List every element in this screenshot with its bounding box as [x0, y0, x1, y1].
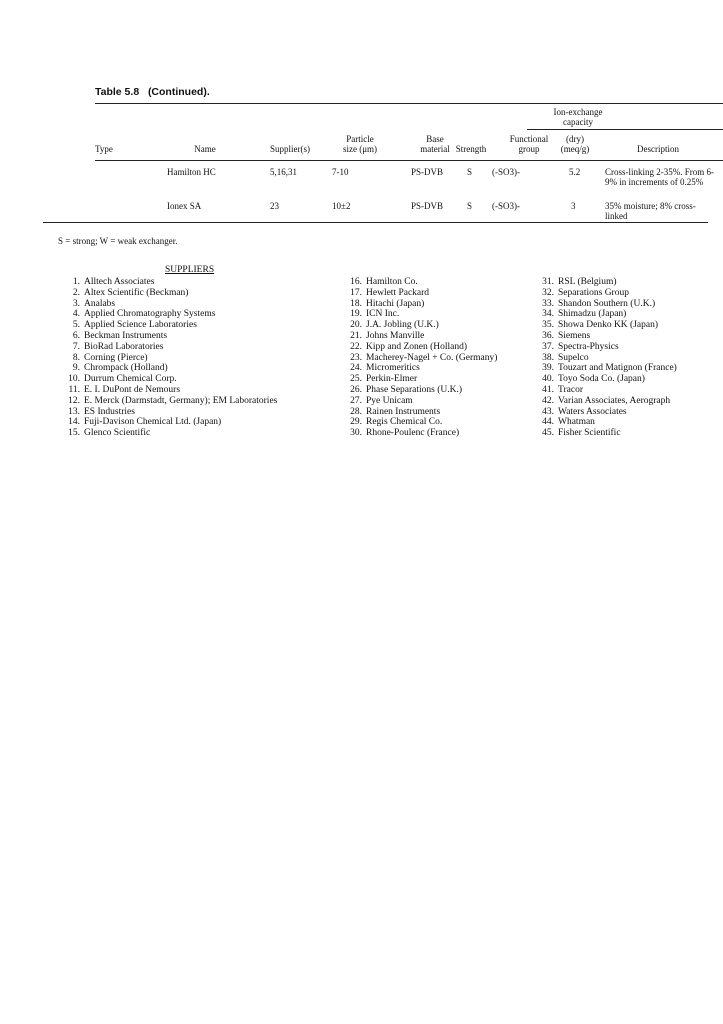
- supplier-name: Varian Associates, Aerograph: [558, 395, 671, 406]
- supplier-item: [340, 417, 530, 428]
- supplier-name: E. I. DuPont de Nemours: [84, 384, 181, 395]
- supplier-number: 6.: [72, 330, 80, 341]
- table-caption-label: Table 5.8: [95, 86, 140, 98]
- suppliers-column-1: [58, 277, 328, 439]
- supplier-number: 28.: [350, 406, 362, 417]
- supplier-number: 18.: [350, 298, 362, 309]
- supplier-number: 8.: [72, 352, 80, 363]
- supplier-item: [58, 277, 328, 288]
- supplier-item: [340, 288, 530, 299]
- supplier-item: [532, 320, 712, 331]
- table-top-rule: [95, 103, 723, 104]
- supplier-item: [532, 331, 712, 342]
- supplier-number: 31.: [542, 277, 554, 287]
- supplier-number: 5.: [72, 320, 80, 331]
- supplier-number: 22.: [350, 341, 362, 352]
- cell-base: PS-DVB: [411, 201, 444, 211]
- supplier-name: Phase Separations (U.K.): [366, 384, 463, 395]
- supplier-name: Separations Group: [558, 287, 629, 298]
- supplier-name: Fuji-Davison Chemical Ltd. (Japan): [84, 417, 222, 428]
- supplier-number: 33.: [542, 298, 554, 309]
- cell-supplier: 23: [270, 201, 279, 211]
- supplier-number: 3.: [72, 298, 80, 309]
- cell-strength: S: [467, 167, 473, 177]
- supplier-number: 10.: [68, 374, 80, 385]
- supplier-number: 16.: [350, 277, 362, 287]
- supplier-item: [58, 353, 328, 364]
- supplier-name: Alltech Associates: [84, 277, 155, 287]
- supplier-number: 36.: [542, 330, 554, 341]
- supplier-number: 37.: [542, 341, 554, 352]
- supplier-name: ES Industries: [84, 406, 135, 417]
- header-group-line2: capacity: [563, 117, 593, 127]
- supplier-number: 19.: [350, 309, 362, 320]
- header-type-label: Type: [95, 144, 113, 154]
- supplier-name: Johns Manville: [366, 330, 425, 341]
- supplier-name: Micromeritics: [366, 363, 420, 374]
- cell-particle: 7-10: [332, 167, 349, 177]
- header-type: [95, 144, 113, 154]
- supplier-number: 29.: [350, 417, 362, 428]
- supplier-number: 30.: [350, 428, 362, 439]
- supplier-number: 12.: [68, 395, 80, 406]
- supplier-name: Altex Scientific (Beckman): [84, 287, 189, 298]
- supplier-number: 40.: [542, 374, 554, 385]
- supplier-number: 11.: [68, 384, 80, 395]
- supplier-item: [532, 428, 712, 439]
- table-bottom-rule: [43, 222, 708, 223]
- supplier-name: Touzart and Matignon (France): [558, 363, 677, 374]
- supplier-number: 17.: [350, 287, 362, 298]
- supplier-number: 7.: [72, 341, 80, 352]
- supplier-number: 13.: [68, 406, 80, 417]
- cell-functional: (-SO3)-: [492, 167, 520, 177]
- cell-name: Hamilton HC: [167, 167, 216, 177]
- header-supplier: [266, 144, 314, 154]
- supplier-number: 43.: [542, 406, 554, 417]
- supplier-item: [532, 374, 712, 385]
- header-supplier-label: Supplier(s): [270, 144, 310, 154]
- header-strength-label: Strength: [455, 144, 487, 154]
- supplier-name: Fisher Scientific: [558, 428, 621, 439]
- supplier-name: Applied Chromatography Systems: [84, 309, 216, 320]
- supplier-name: Chrompack (Holland): [84, 363, 168, 374]
- supplier-name: Spectra-Physics: [558, 341, 619, 352]
- supplier-item: [340, 353, 530, 364]
- supplier-item: [340, 428, 530, 439]
- supplier-item: [58, 428, 328, 439]
- supplier-item: [58, 374, 328, 385]
- header-functional-group: [503, 134, 555, 154]
- supplier-name: Hitachi (Japan): [366, 298, 425, 309]
- cell-particle: 10±2: [332, 201, 351, 211]
- suppliers-title: SUPPLIERS: [165, 265, 215, 275]
- supplier-name: E. Merck (Darmstadt, Germany); EM Laboratories: [84, 395, 278, 406]
- supplier-number: 14.: [68, 417, 80, 428]
- supplier-item: [340, 385, 530, 396]
- supplier-number: 42.: [542, 395, 554, 406]
- supplier-item: [532, 363, 712, 374]
- supplier-number: 21.: [350, 330, 362, 341]
- header-particle-line2: size (μm): [342, 144, 378, 154]
- supplier-item: [340, 309, 530, 320]
- supplier-name: Glenco Scientific: [84, 428, 151, 439]
- supplier-item: [532, 277, 712, 288]
- cell-name: Ionex SA: [167, 201, 202, 211]
- supplier-item: [58, 363, 328, 374]
- supplier-number: 45.: [542, 428, 554, 439]
- supplier-name: Regis Chemical Co.: [366, 417, 443, 428]
- header-base-line1: Base: [426, 134, 444, 144]
- supplier-item: [532, 417, 712, 428]
- supplier-name: Kipp and Zonen (Holland): [366, 341, 468, 352]
- supplier-name: Siemens: [558, 330, 591, 341]
- cell-strength: S: [467, 201, 473, 211]
- supplier-item: [58, 299, 328, 310]
- supplier-item: [340, 299, 530, 310]
- supplier-name: J.A. Jobling (U.K.): [366, 320, 439, 331]
- supplier-item: [340, 320, 530, 331]
- supplier-item: [532, 407, 712, 418]
- supplier-name: Durrum Chemical Corp.: [84, 374, 177, 385]
- header-strength: [451, 144, 491, 154]
- supplier-item: [340, 407, 530, 418]
- supplier-number: 38.: [542, 352, 554, 363]
- header-name-label: Name: [194, 144, 216, 154]
- header-particle-line1: Particle: [346, 134, 374, 144]
- header-functional-line2: group: [518, 144, 540, 154]
- header-capacity-line1: (dry): [566, 134, 584, 144]
- cell-supplier: 5,16,31: [270, 167, 297, 177]
- supplier-name: ICN Inc.: [366, 309, 400, 320]
- header-bottom-rule: [95, 160, 723, 161]
- supplier-item: [58, 320, 328, 331]
- supplier-number: 9.: [72, 363, 80, 374]
- supplier-number: 34.: [542, 309, 554, 320]
- header-functional-line1: Functional: [509, 134, 549, 144]
- supplier-name: Pye Unicam: [366, 395, 413, 406]
- supplier-item: [532, 353, 712, 364]
- header-base-line2: material: [420, 144, 450, 154]
- header-group-line1: Ion-exchange: [553, 107, 603, 117]
- supplier-name: BioRad Laboratories: [84, 341, 164, 352]
- supplier-number: 15.: [68, 428, 80, 439]
- header-ion-exchange-capacity: [540, 107, 616, 127]
- supplier-name: Shimadzu (Japan): [558, 309, 627, 320]
- supplier-name: Showa Denko KK (Japan): [558, 320, 658, 331]
- header-name: [190, 144, 220, 154]
- supplier-name: Shandon Southern (U.K.): [558, 298, 656, 309]
- table-footnote: S = strong; W = weak exchanger.: [58, 236, 178, 246]
- table-caption-suffix: (Continued): [147, 86, 207, 98]
- supplier-item: [58, 309, 328, 320]
- supplier-name: Applied Science Laboratories: [84, 320, 197, 331]
- supplier-item: [532, 385, 712, 396]
- supplier-number: 41.: [542, 384, 554, 395]
- supplier-name: Tracor: [558, 384, 583, 395]
- supplier-item: [58, 331, 328, 342]
- supplier-item: [532, 342, 712, 353]
- supplier-number: 39.: [542, 363, 554, 374]
- supplier-name: Beckman Instruments: [84, 330, 168, 341]
- supplier-number: 20.: [350, 320, 362, 331]
- header-capacity: [554, 134, 596, 154]
- supplier-number: 35.: [542, 320, 554, 331]
- supplier-name: Rainen Instruments: [366, 406, 441, 417]
- supplier-name: Analabs: [84, 298, 116, 309]
- supplier-name: RSL (Belgium): [558, 277, 617, 287]
- supplier-name: Corning (Pierce): [84, 352, 148, 363]
- supplier-name: Supelco: [558, 352, 589, 363]
- cell-description: 35% moisture; 8% cross-linked: [605, 201, 696, 221]
- supplier-number: 2.: [72, 287, 80, 298]
- supplier-item: [58, 288, 328, 299]
- supplier-name: Waters Associates: [558, 406, 627, 417]
- supplier-name: Perkin-Elmer: [366, 374, 418, 385]
- supplier-name: Whatman: [558, 417, 595, 428]
- supplier-name: Hewlett Packard: [366, 287, 430, 298]
- supplier-item: [58, 342, 328, 353]
- header-description-label: Description: [637, 144, 679, 154]
- group-header-rule: [527, 129, 723, 130]
- supplier-item: [340, 342, 530, 353]
- supplier-name: Macherey-Nagel + Co. (Germany): [366, 352, 498, 363]
- supplier-item: [340, 331, 530, 342]
- supplier-item: [340, 396, 530, 407]
- table-caption: Table 5.8 (Continued).: [95, 86, 210, 98]
- supplier-number: 25.: [350, 374, 362, 385]
- supplier-item: [58, 407, 328, 418]
- supplier-number: 27.: [350, 395, 362, 406]
- supplier-name: Hamilton Co.: [366, 277, 418, 287]
- supplier-number: 23.: [350, 352, 362, 363]
- supplier-item: [58, 396, 328, 407]
- supplier-item: [532, 299, 712, 310]
- supplier-number: 24.: [350, 363, 362, 374]
- header-base-material: [415, 134, 455, 154]
- supplier-number: 26.: [350, 384, 362, 395]
- header-description: [628, 144, 688, 154]
- cell-base: PS-DVB: [411, 167, 444, 177]
- suppliers-column-3: [532, 277, 712, 439]
- supplier-item: [340, 363, 530, 374]
- cell-description: Cross-linking 2-35%. From 6-9% in increments of 0.25%: [605, 167, 714, 187]
- supplier-item: [340, 374, 530, 385]
- supplier-item: [532, 396, 712, 407]
- cell-capacity: 5.2: [569, 167, 581, 177]
- supplier-number: 44.: [542, 417, 554, 428]
- cell-capacity: 3: [571, 201, 576, 211]
- supplier-item: [532, 288, 712, 299]
- header-capacity-line2: (meq/g): [560, 144, 590, 154]
- cell-functional: (-SO3)-: [492, 201, 520, 211]
- suppliers-column-2: [340, 277, 530, 439]
- supplier-item: [58, 417, 328, 428]
- supplier-number: 1.: [72, 277, 80, 287]
- supplier-number: 32.: [542, 287, 554, 298]
- header-particle-size: [332, 134, 388, 154]
- supplier-number: 4.: [72, 309, 80, 320]
- supplier-name: Toyo Soda Co. (Japan): [558, 374, 645, 385]
- supplier-item: [532, 309, 712, 320]
- supplier-item: [58, 385, 328, 396]
- supplier-name: Rhone-Poulenc (France): [366, 428, 460, 439]
- supplier-item: [340, 277, 530, 288]
